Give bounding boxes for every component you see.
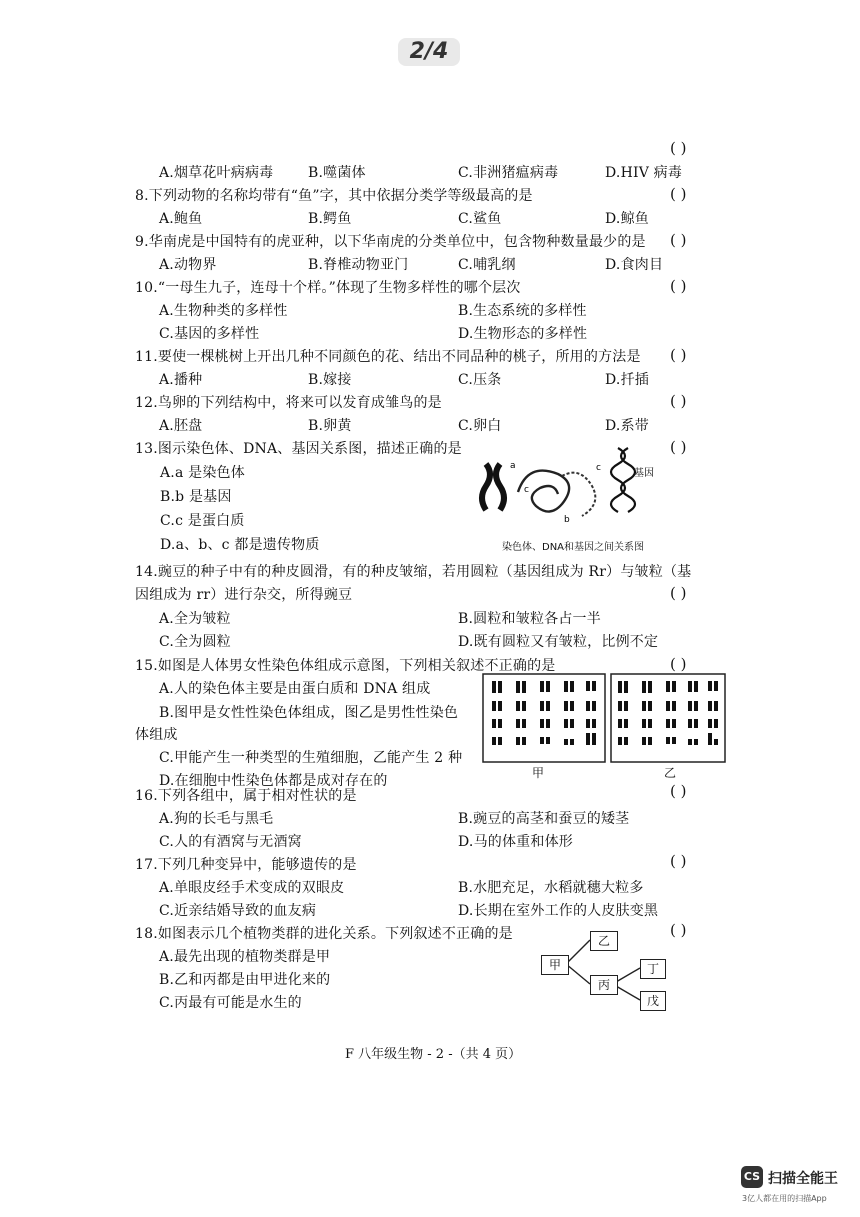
q17-stem: 17.下列几种变异中，能够遗传的是 bbox=[135, 857, 357, 873]
q13-figure-caption: 染色体、DNA和基因之间关系图 bbox=[502, 542, 645, 553]
answer-paren: ( ) bbox=[670, 655, 687, 673]
scanner-tagline: 3亿人都在用的扫描App bbox=[742, 1194, 827, 1203]
q8-option-b: B.鳄鱼 bbox=[308, 211, 352, 227]
q8-stem: 8.下列动物的名称均带有“鱼”字，其中依据分类学等级最高的是 bbox=[135, 188, 533, 204]
q12-option-b: B.卵黄 bbox=[308, 418, 352, 434]
answer-paren: ( ) bbox=[670, 139, 687, 157]
answer-paren: ( ) bbox=[670, 584, 687, 602]
q10-stem: 10.“一母生九子，连母十个样。”体现了生物多样性的哪个层次 bbox=[135, 280, 521, 296]
q15-option-a: A.人的染色体主要是由蛋白质和 DNA 组成 bbox=[159, 681, 431, 697]
answer-paren: ( ) bbox=[670, 921, 687, 939]
page-footer: F 八年级生物 - 2 -（共 4 页） bbox=[345, 1047, 522, 1062]
q7-option-d: D.HIV 病毒 bbox=[605, 165, 683, 181]
camscanner-logo-icon: CS bbox=[741, 1166, 763, 1188]
q7-option-c: C.非洲猪瘟病毒 bbox=[458, 165, 559, 181]
q16-option-d: D.马的体重和体形 bbox=[458, 834, 573, 850]
chromosome-shape bbox=[482, 464, 504, 510]
q18-option-a: A.最先出现的植物类群是甲 bbox=[159, 949, 331, 965]
q9-option-d: D.食肉目 bbox=[605, 257, 664, 273]
q15-option-c: C.甲能产生一种类型的生殖细胞，乙能产生 2 种 bbox=[159, 750, 463, 766]
figure-label-a: a bbox=[510, 461, 516, 471]
karyotype-label-jia: 甲 bbox=[532, 766, 545, 780]
q15-option-b-line1: B.图甲是女性性染色体组成，图乙是男性性染色 bbox=[159, 705, 459, 721]
q17-option-b: B.水肥充足，水稻就穗大粒多 bbox=[458, 880, 644, 896]
q16-option-c: C.人的有酒窝与无酒窝 bbox=[159, 834, 302, 850]
q14-option-c: C.全为圆粒 bbox=[159, 634, 231, 650]
q11-option-c: C.压条 bbox=[458, 372, 502, 388]
node-bing: 丙 bbox=[590, 975, 618, 995]
q10-option-a: A.生物种类的多样性 bbox=[159, 303, 288, 319]
answer-paren: ( ) bbox=[670, 392, 687, 410]
chromosome-dna-gene-figure bbox=[478, 442, 658, 530]
q13-option-d: D.a、b、c 都是遗传物质 bbox=[160, 537, 320, 553]
figure-label-b: b bbox=[564, 515, 570, 525]
node-wu: 戊 bbox=[640, 991, 666, 1011]
q9-option-c: C.哺乳纲 bbox=[458, 257, 516, 273]
q11-option-a: A.播种 bbox=[159, 372, 203, 388]
q15-stem: 15.如图是人体男女性染色体组成示意图，下列相关叙述不正确的是 bbox=[135, 658, 556, 674]
dna-coil-shape bbox=[518, 471, 595, 516]
q11-option-b: B.嫁接 bbox=[308, 372, 352, 388]
answer-paren: ( ) bbox=[670, 782, 687, 800]
q13-stem: 13.图示染色体、DNA、基因关系图，描述正确的是 bbox=[135, 441, 462, 457]
q18-option-b: B.乙和丙都是由甲进化来的 bbox=[159, 972, 331, 988]
q14-option-a: A.全为皱粒 bbox=[159, 611, 231, 627]
q18-stem: 18.如图表示几个植物类群的进化关系。下列叙述不正确的是 bbox=[135, 926, 513, 942]
q13-option-c: C.c 是蛋白质 bbox=[160, 513, 245, 529]
answer-paren: ( ) bbox=[670, 231, 687, 249]
q10-option-d: D.生物形态的多样性 bbox=[458, 326, 588, 342]
answer-paren: ( ) bbox=[670, 852, 687, 870]
q12-option-a: A.胚盘 bbox=[159, 418, 203, 434]
node-yi: 乙 bbox=[590, 931, 618, 951]
q9-option-a: A.动物界 bbox=[159, 257, 217, 273]
q16-stem: 16.下列各组中，属于相对性状的是 bbox=[135, 788, 357, 804]
q10-option-c: C.基因的多样性 bbox=[159, 326, 260, 342]
q15-option-b-line2: 体组成 bbox=[135, 727, 178, 743]
figure-label-c-right: c bbox=[596, 463, 601, 473]
q15-option-d: D.在细胞中性染色体都是成对存在的 bbox=[159, 773, 388, 789]
q17-option-a: A.单眼皮经手术变成的双眼皮 bbox=[159, 880, 345, 896]
q14-option-d: D.既有圆粒又有皱粒，比例不定 bbox=[458, 634, 659, 650]
karyotype-jia-figure bbox=[482, 673, 606, 763]
answer-paren: ( ) bbox=[670, 346, 687, 364]
q17-option-d: D.长期在室外工作的人皮肤变黑 bbox=[458, 903, 659, 919]
q12-stem: 12.鸟卵的下列结构中，将来可以发育成雏鸟的是 bbox=[135, 395, 442, 411]
q7-option-b: B.噬菌体 bbox=[308, 165, 366, 181]
answer-paren: ( ) bbox=[670, 438, 687, 456]
answer-paren: ( ) bbox=[670, 185, 687, 203]
q10-option-b: B.生态系统的多样性 bbox=[458, 303, 587, 319]
q12-option-c: C.卵白 bbox=[458, 418, 502, 434]
q9-stem: 9.华南虎是中国特有的虎亚种，以下华南虎的分类单位中，包含物种数量最少的是 bbox=[135, 234, 646, 250]
double-helix-shape bbox=[611, 448, 635, 512]
q8-option-c: C.鲨鱼 bbox=[458, 211, 502, 227]
q9-option-b: B.脊椎动物亚门 bbox=[308, 257, 409, 273]
q8-option-d: D.鲸鱼 bbox=[605, 211, 649, 227]
q7-option-a: A.烟草花叶病病毒 bbox=[159, 165, 274, 181]
q8-option-a: A.鲍鱼 bbox=[159, 211, 203, 227]
q16-option-b: B.豌豆的高茎和蚕豆的矮茎 bbox=[458, 811, 630, 827]
karyotype-yi-figure bbox=[610, 673, 726, 763]
q13-option-a: A.a 是染色体 bbox=[160, 465, 245, 481]
q11-stem: 11.要使一棵桃树上开出几种不同颜色的花、结出不同品种的桃子，所用的方法是 bbox=[135, 349, 641, 365]
q17-option-c: C.近亲结婚导致的血友病 bbox=[159, 903, 317, 919]
karyotype-label-yi: 乙 bbox=[664, 766, 677, 780]
figure-label-c-left: c bbox=[524, 485, 529, 495]
node-ding: 丁 bbox=[640, 959, 666, 979]
q11-option-d: D.扦插 bbox=[605, 372, 649, 388]
q12-option-d: D.系带 bbox=[605, 418, 649, 434]
figure-label-gene: 基因 bbox=[634, 468, 654, 479]
q18-option-c: C.丙最有可能是水生的 bbox=[159, 995, 302, 1011]
q13-option-b: B.b 是基因 bbox=[160, 489, 232, 505]
scanner-app-name: 扫描全能王 bbox=[768, 1171, 838, 1187]
handwritten-page-mark: 2/4 bbox=[398, 38, 460, 66]
q14-option-b: B.圆粒和皱粒各占一半 bbox=[458, 611, 601, 627]
q14-stem-line2: 因组成为 rr）进行杂交，所得豌豆 bbox=[135, 587, 353, 603]
node-jia: 甲 bbox=[541, 955, 569, 975]
q16-option-a: A.狗的长毛与黑毛 bbox=[159, 811, 274, 827]
q14-stem-line1: 14.豌豆的种子中有的种皮圆滑，有的种皮皱缩，若用圆粒（基因组成为 Rr）与皱粒（基 bbox=[135, 564, 692, 580]
answer-paren: ( ) bbox=[670, 277, 687, 295]
